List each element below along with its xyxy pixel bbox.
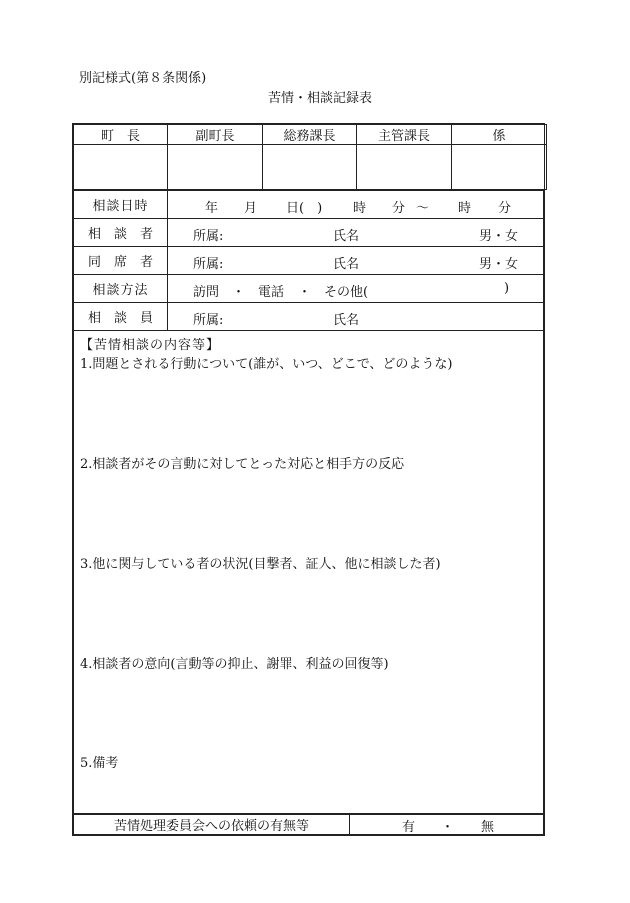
hour-unit-end: 時 (458, 201, 472, 216)
content-header: 【苦情相談の内容等】 (80, 338, 221, 353)
form-note: 別記様式(第８条関係) (79, 71, 207, 86)
footer-table (73, 814, 544, 835)
choice-no[interactable]: 無 (481, 820, 495, 835)
stamp-box-mayor[interactable] (74, 145, 168, 190)
consultant-field[interactable] (168, 219, 544, 247)
attendee-field[interactable] (168, 247, 544, 275)
stamp-box-general-affairs-chief[interactable] (263, 145, 357, 190)
hour-unit-start: 時 (353, 201, 367, 216)
method-label: 相談方法 (74, 275, 168, 303)
staff-field[interactable] (168, 303, 544, 331)
method-other: その他( (324, 285, 369, 300)
committee-request-label: 苦情処理委員会への依頼の有無等 (74, 815, 350, 835)
consultant-label: 相 談 者 (74, 219, 168, 247)
approval-label-general-affairs-chief: 総務課長 (263, 125, 357, 145)
method-other-close: ) (504, 281, 510, 296)
method-row (74, 275, 544, 303)
minute-unit-end: 分 (498, 201, 512, 216)
approval-label-section-chief: 主管課長 (357, 125, 452, 145)
approval-label-mayor: 町 長 (74, 125, 168, 145)
question-3: 3.他に関与している者の状況(目撃者、証人、他に相談した者) (80, 557, 441, 572)
record-form (72, 123, 545, 836)
stamp-box-section-chief[interactable] (357, 145, 452, 190)
staff-affiliation-label: 所属: (193, 313, 224, 328)
choice-yes[interactable]: 有 (402, 820, 416, 835)
consultant-gender: 男・女 (479, 229, 519, 244)
consultant-affiliation-label: 所属: (193, 229, 224, 244)
method-separator-2: ・ (298, 285, 312, 300)
question-5-remarks: 5.備考 (80, 756, 119, 771)
day-unit: 日( ) (286, 201, 323, 216)
month-unit: 月 (244, 201, 258, 216)
attendee-row (74, 247, 544, 275)
attendee-label: 同 席 者 (74, 247, 168, 275)
approval-label-deputy-mayor: 副町長 (168, 125, 263, 145)
consultant-name-label: 氏名 (333, 229, 360, 244)
detail-table (73, 190, 544, 814)
footer-row (74, 815, 544, 835)
content-area[interactable] (74, 331, 544, 814)
staff-label: 相 談 員 (74, 303, 168, 331)
datetime-row (74, 191, 544, 219)
approval-label-staff: 係 (452, 125, 547, 145)
range-tilde: ～ (416, 201, 430, 216)
minute-unit-start: 分 (392, 201, 406, 216)
approval-table (73, 124, 547, 190)
page-title: 苦情・相談記録表 (267, 91, 372, 106)
approval-header-row (74, 125, 547, 145)
attendee-affiliation-label: 所属: (193, 257, 224, 272)
stamp-box-staff[interactable] (452, 145, 547, 190)
question-2: 2.相談者がその言動に対してとった対応と相手方の反応 (80, 457, 405, 472)
staff-row (74, 303, 544, 331)
method-visit: 訪問 (193, 285, 220, 300)
method-field[interactable] (168, 275, 544, 303)
attendee-gender: 男・女 (479, 257, 519, 272)
stamp-box-deputy-mayor[interactable] (168, 145, 263, 190)
method-separator-1: ・ (232, 285, 246, 300)
datetime-label: 相談日時 (74, 191, 168, 219)
staff-name-label: 氏名 (333, 313, 360, 328)
datetime-field[interactable] (168, 191, 544, 219)
consultant-row (74, 219, 544, 247)
committee-request-choice[interactable] (350, 815, 544, 835)
question-1: 1.問題とされる行動について(誰が、いつ、どこで、どのような) (80, 357, 453, 372)
approval-stamp-row (74, 145, 547, 190)
question-4: 4.相談者の意向(言動等の抑止、謝罪、利益の回復等) (80, 657, 389, 672)
attendee-name-label: 氏名 (333, 257, 360, 272)
method-phone: 電話 (258, 285, 285, 300)
content-row (74, 331, 544, 814)
choice-separator: ・ (441, 820, 455, 835)
year-unit: 年 (205, 201, 219, 216)
